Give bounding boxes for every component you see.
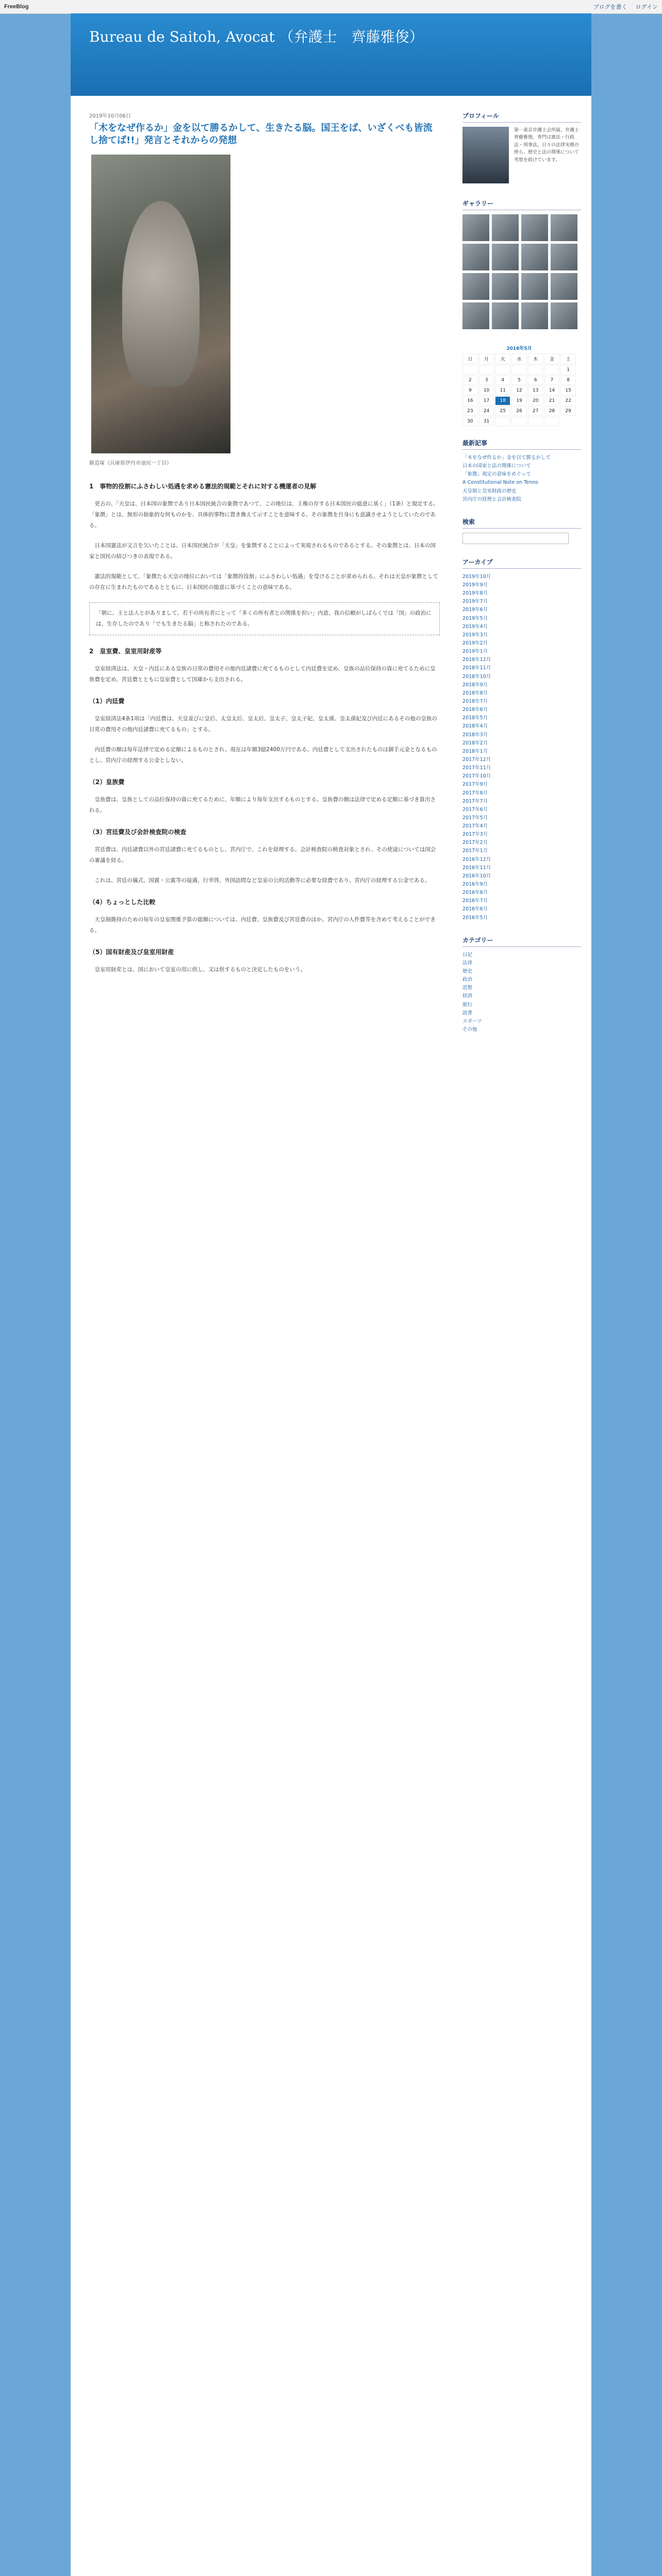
archive-link[interactable]: 2019年5月 [462, 615, 488, 621]
archive-link[interactable]: 2016年12月 [462, 856, 491, 862]
category-link[interactable]: 思想 [462, 985, 473, 991]
subsection-heading: （4）ちょっとした比較 [89, 898, 156, 906]
avatar[interactable] [462, 127, 509, 183]
archive-link[interactable]: 2018年6月 [462, 707, 488, 713]
calendar-day[interactable]: 13 [528, 386, 543, 395]
paragraph: 皇族費は、皇族としての品位保持の資に充てるために、年額により毎年支出するものとする。皇族費の額は法律で定める定額に基づき算出される。 [89, 796, 436, 814]
calendar-day[interactable]: 25 [495, 406, 510, 416]
calendar-day[interactable]: 19 [511, 396, 527, 405]
recent-post-link[interactable]: 「象徴」規定の意味をめぐって [462, 471, 531, 478]
calendar-day[interactable]: 2 [462, 376, 478, 385]
archive-link[interactable]: 2018年12月 [462, 657, 491, 663]
category-link[interactable]: 旅行 [462, 1002, 473, 1008]
category-link[interactable]: 政治 [462, 977, 473, 983]
gallery-thumb[interactable] [492, 244, 519, 270]
archive-block [462, 557, 581, 922]
archive-link[interactable]: 2017年1月 [462, 848, 488, 854]
paragraph: 皇室経済法は、天皇・内廷にある皇族の日常の費用その他内廷諸費に充てるものとして内廷費を定め、皇族の品位保持の資に充てるために皇族費を定め、宮廷費とともに皇室費として国庫から支出される。 [89, 665, 436, 683]
archive-link[interactable]: 2018年5月 [462, 715, 488, 721]
calendar-day[interactable]: 15 [560, 386, 576, 395]
gallery-thumb[interactable] [551, 214, 577, 241]
category-link[interactable]: その他 [462, 1027, 477, 1033]
calendar-day: 土 [560, 353, 576, 364]
recent-post-link[interactable]: A Constitutional Note on Tenno [462, 480, 538, 486]
gallery-thumb[interactable] [551, 273, 577, 300]
archive-link[interactable]: 2017年8月 [462, 790, 488, 796]
recent-post-link[interactable]: 「木をなぜ作るか」金を以て勝るかして [462, 455, 551, 461]
calendar-day[interactable]: 20 [528, 396, 543, 405]
profile-heading: プロフィール [462, 111, 581, 123]
gallery-thumb[interactable] [492, 273, 519, 300]
archive-link[interactable]: 2017年4月 [462, 823, 488, 829]
archive-link[interactable]: 2017年11月 [462, 765, 491, 771]
gallery-thumb[interactable] [521, 214, 548, 241]
archive-link[interactable]: 2016年5月 [462, 914, 488, 921]
post-area [89, 111, 440, 985]
calendar-day: 水 [511, 353, 527, 364]
blog-title[interactable]: Bureau de Saitoh, Avocat （弁護士 齊藤雅俊） [89, 28, 424, 45]
calendar-day: 日 [462, 353, 478, 364]
post-date: 2019年10月06日 [89, 113, 131, 119]
archive-link[interactable]: 2018年2月 [462, 740, 488, 746]
calendar-day [511, 365, 527, 375]
gallery-grid [462, 214, 581, 329]
subsection-heading: （3）宮廷費及び会計検査院の検査 [89, 828, 187, 836]
calendar-day[interactable]: 24 [479, 406, 494, 416]
profile-text: 第一東京弁護士会所属。弁護士 齊藤雅俊。専門は憲法・行政法・刑事法。日々の法律実務の傍ら、歴史と法の関係について考察を続けています。 [514, 128, 580, 163]
gallery-thumb[interactable] [462, 244, 489, 270]
calendar-day[interactable]: 6 [528, 376, 543, 385]
archive-link[interactable]: 2016年11月 [462, 865, 491, 871]
calendar-day[interactable]: 14 [544, 386, 560, 395]
archive-link[interactable]: 2017年10月 [462, 773, 491, 779]
category-link[interactable]: 法律 [462, 960, 473, 966]
calendar [462, 345, 576, 426]
archive-link[interactable]: 2018年1月 [462, 748, 488, 754]
calendar-day [495, 365, 510, 375]
subsection-heading: （2）皇族費 [89, 778, 125, 786]
gallery-thumb[interactable] [521, 244, 548, 270]
recent-post-link[interactable]: 宮内庁の経理と会計検査院 [462, 496, 522, 502]
calendar-day [479, 365, 494, 375]
archive-link[interactable]: 2019年10月 [462, 573, 491, 580]
calendar-day [544, 417, 560, 426]
paragraph: 更古の、「天皇は、日本国の象徴であり日本国民統合の象徴であつて、この地位は、主権の存する日本国民の総意に基く」（1条）と規定する。「象徴」とは、無形の抽象的な何ものかを、具体的事物に置き換えて示すことを意味する。その象徴を自身にも意識させようとしていたのである。 [89, 500, 439, 529]
recent-heading: 最新記事 [462, 438, 581, 450]
calendar-day[interactable]: 4 [495, 376, 510, 385]
archive-link[interactable]: 2017年7月 [462, 798, 488, 804]
gallery-thumb[interactable] [492, 302, 519, 329]
paragraph: 内廷費の額は毎年法律で定める定額によるものとされ、現在は年額3億2400万円である。内廷費として支出されたものは御手元金となるものとし、宮内庁の経理する公金としない。 [89, 746, 437, 764]
gallery-thumb[interactable] [551, 302, 577, 329]
archive-link[interactable]: 2019年9月 [462, 582, 488, 588]
category-link[interactable]: 歴史 [462, 969, 473, 975]
archive-link[interactable]: 2019年6月 [462, 607, 488, 613]
calendar-day[interactable]: 18 [495, 396, 510, 405]
calendar-day[interactable]: 16 [462, 396, 478, 405]
gallery-thumb[interactable] [462, 302, 489, 329]
calendar-day: 金 [544, 353, 560, 364]
archive-link[interactable]: 2016年7月 [462, 898, 488, 904]
calendar-day [495, 417, 510, 426]
calendar-day[interactable]: 5 [511, 376, 527, 385]
archive-heading: アーカイブ [462, 557, 581, 569]
calendar-day [544, 365, 560, 375]
category-link[interactable]: 経済 [462, 993, 473, 999]
archive-link[interactable]: 2017年9月 [462, 782, 488, 788]
category-heading: カテゴリー [462, 936, 581, 947]
archive-link[interactable]: 2018年4月 [462, 723, 488, 730]
archive-link[interactable]: 2018年11月 [462, 665, 491, 671]
subsection-heading: （1）内廷費 [89, 697, 125, 705]
archive-link[interactable]: 2019年2月 [462, 640, 488, 646]
blog-header [71, 13, 591, 96]
photo-caption: 鋳造塚（兵庫県伊丹市池尻一丁目） [89, 460, 172, 466]
paragraph: 皇室用財産とは、国において皇室の用に供し、又は供するものと決定したものをいう。 [94, 966, 306, 973]
archive-link[interactable]: 2017年3月 [462, 832, 488, 838]
archive-link[interactable]: 2019年3月 [462, 632, 488, 638]
calendar-day: 火 [495, 353, 510, 364]
archive-link[interactable]: 2019年1月 [462, 649, 488, 655]
gallery-thumb[interactable] [462, 273, 489, 300]
gallery-block [462, 199, 581, 329]
login-button[interactable]: ログイン [635, 4, 658, 10]
archive-link[interactable]: 2017年6月 [462, 806, 488, 812]
section-heading: 1 事物的役割にふさわしい処遇を求める憲法的規範とそれに対する機運者の見解 [89, 482, 317, 490]
write-blog-button[interactable]: ブログを書く [593, 4, 627, 10]
category-block [462, 936, 581, 1034]
archive-link[interactable]: 2017年12月 [462, 756, 491, 762]
section-heading: 2 皇室費、皇室用財産等 [89, 647, 162, 655]
calendar-day[interactable]: 9 [462, 386, 478, 395]
archive-link[interactable]: 2017年5月 [462, 815, 488, 821]
archive-link[interactable]: 2019年8月 [462, 590, 488, 597]
calendar-day: 木 [528, 353, 543, 364]
blog-frame [71, 13, 591, 2576]
subsection-heading: （5）国有財産及び皇室用財産 [89, 948, 174, 956]
calendar-day[interactable]: 29 [560, 406, 576, 416]
category-link[interactable]: 日記 [462, 952, 473, 958]
calendar-day[interactable]: 8 [560, 376, 576, 385]
calendar-day[interactable]: 10 [479, 386, 494, 395]
archive-link[interactable]: 2016年10月 [462, 873, 491, 879]
calendar-day[interactable]: 23 [462, 406, 478, 416]
calendar-day[interactable]: 31 [479, 417, 494, 426]
calendar-day: 月 [479, 353, 494, 364]
category-link[interactable]: スポーツ [462, 1018, 482, 1024]
calendar-day[interactable]: 3 [479, 376, 494, 385]
gallery-thumb[interactable] [521, 302, 548, 329]
archive-link[interactable]: 2019年4月 [462, 623, 488, 630]
paragraph: 宮廷費は、内廷諸費以外の宮廷諸費に充てるものとし、宮内庁で、これを経理する。会計検査院の検査対象とされ、その使途については国会の審議を経る。 [89, 846, 436, 863]
gallery-thumb[interactable] [551, 244, 577, 270]
calendar-day [528, 365, 543, 375]
archive-link[interactable]: 2016年8月 [462, 890, 488, 896]
quote-box: 「朝に、王と法人とがありまして、若干の所有者にとって「多くの所有者との関係を担い」内意、我の信頼がしばらくでは「国」の政治には、生存したのであり「でも生きたる脳」と称されたのである。 [89, 602, 440, 635]
calendar-day[interactable]: 21 [544, 396, 560, 405]
calendar-day[interactable]: 26 [511, 406, 527, 416]
gallery-thumb[interactable] [521, 273, 548, 300]
sidebar [462, 111, 581, 1047]
gallery-heading: ギャラリー [462, 199, 581, 210]
recent-post-link[interactable]: 天皇制と皇室財政の歴史 [462, 488, 517, 494]
archive-link[interactable]: 2016年9月 [462, 882, 488, 888]
calendar-day [528, 417, 543, 426]
recent-post-link[interactable]: 日本の国家と法の関係について [462, 463, 531, 469]
gallery-thumb[interactable] [492, 214, 519, 241]
stone-photo [91, 155, 230, 453]
archive-link[interactable]: 2018年10月 [462, 673, 491, 680]
category-link[interactable]: 読書 [462, 1010, 473, 1016]
calendar-day[interactable]: 22 [560, 396, 576, 405]
paragraph: 憲法的規範として、「象徴たる天皇の地位においては「象徴的役割」にふさわしい処遇」を受けることが求められる。それは天皇が象徴としての存在に生まれたものであるとともに、日本国民の総意に基づくことの意味である。 [89, 573, 439, 590]
calendar-day[interactable]: 30 [462, 417, 478, 426]
archive-link[interactable]: 2018年9月 [462, 682, 488, 688]
paragraph: 日本国憲法が文言を欠いたことは、日本国民統合が「天皇」を象徴することによって実現されるものであるとする。その象徴とは、日本の国家と国民の結びつきの表現である。 [89, 542, 436, 560]
paragraph: 天皇制維持のための毎年の皇室関係予算の総額については、内廷費、皇族費及び宮廷費のほか、宮内庁の人件費等を含めて考えることができる。 [89, 916, 436, 934]
profile-block [462, 111, 581, 183]
calendar-day[interactable]: 11 [495, 386, 510, 395]
archive-link[interactable]: 2016年6月 [462, 906, 488, 912]
calendar-day[interactable]: 7 [544, 376, 560, 385]
archive-link[interactable]: 2018年7月 [462, 698, 488, 704]
calendar-day[interactable]: 27 [528, 406, 543, 416]
site-logo[interactable]: FreeBlog [4, 4, 29, 10]
archive-link[interactable]: 2019年7月 [462, 599, 488, 605]
recent-posts [462, 438, 581, 504]
search-heading: 検索 [462, 517, 581, 529]
post-title[interactable]: 「木をなぜ作るか」金を以て勝るかして、生きたる脳。国王をば、いざくべも皆流し捨てば!!」発言とそれからの発想 [89, 123, 433, 146]
search-input[interactable] [462, 533, 569, 544]
archive-link[interactable]: 2017年2月 [462, 840, 488, 846]
paragraph: 皇室経済法4条1項は「内廷費は、天皇並びに皇后、太皇太后、皇太后、皇太子、皇太子妃、皇太孫、皇太孫妃及び内廷にあるその他の皇族の日常の費用その他内廷諸費に充てるもの」とする。 [89, 715, 437, 733]
calendar-day[interactable]: 12 [511, 386, 527, 395]
calendar-day [462, 365, 478, 375]
gallery-thumb[interactable] [462, 214, 489, 241]
calendar-day[interactable]: 28 [544, 406, 560, 416]
calendar-day [511, 417, 527, 426]
archive-link[interactable]: 2018年8月 [462, 690, 488, 696]
archive-link[interactable]: 2018年3月 [462, 732, 488, 738]
calendar-month: 2016年5月 [506, 346, 532, 351]
top-bar [0, 0, 662, 14]
search-block [462, 517, 581, 544]
paragraph: これは、宮廷の儀式、国賓・公賓等の接遇、行幸啓、外国訪問など皇室の公的活動等に必要な経費であり、宮内庁の経理する公金である。 [94, 877, 431, 884]
calendar-day[interactable]: 1 [560, 365, 576, 375]
calendar-day[interactable]: 17 [479, 396, 494, 405]
